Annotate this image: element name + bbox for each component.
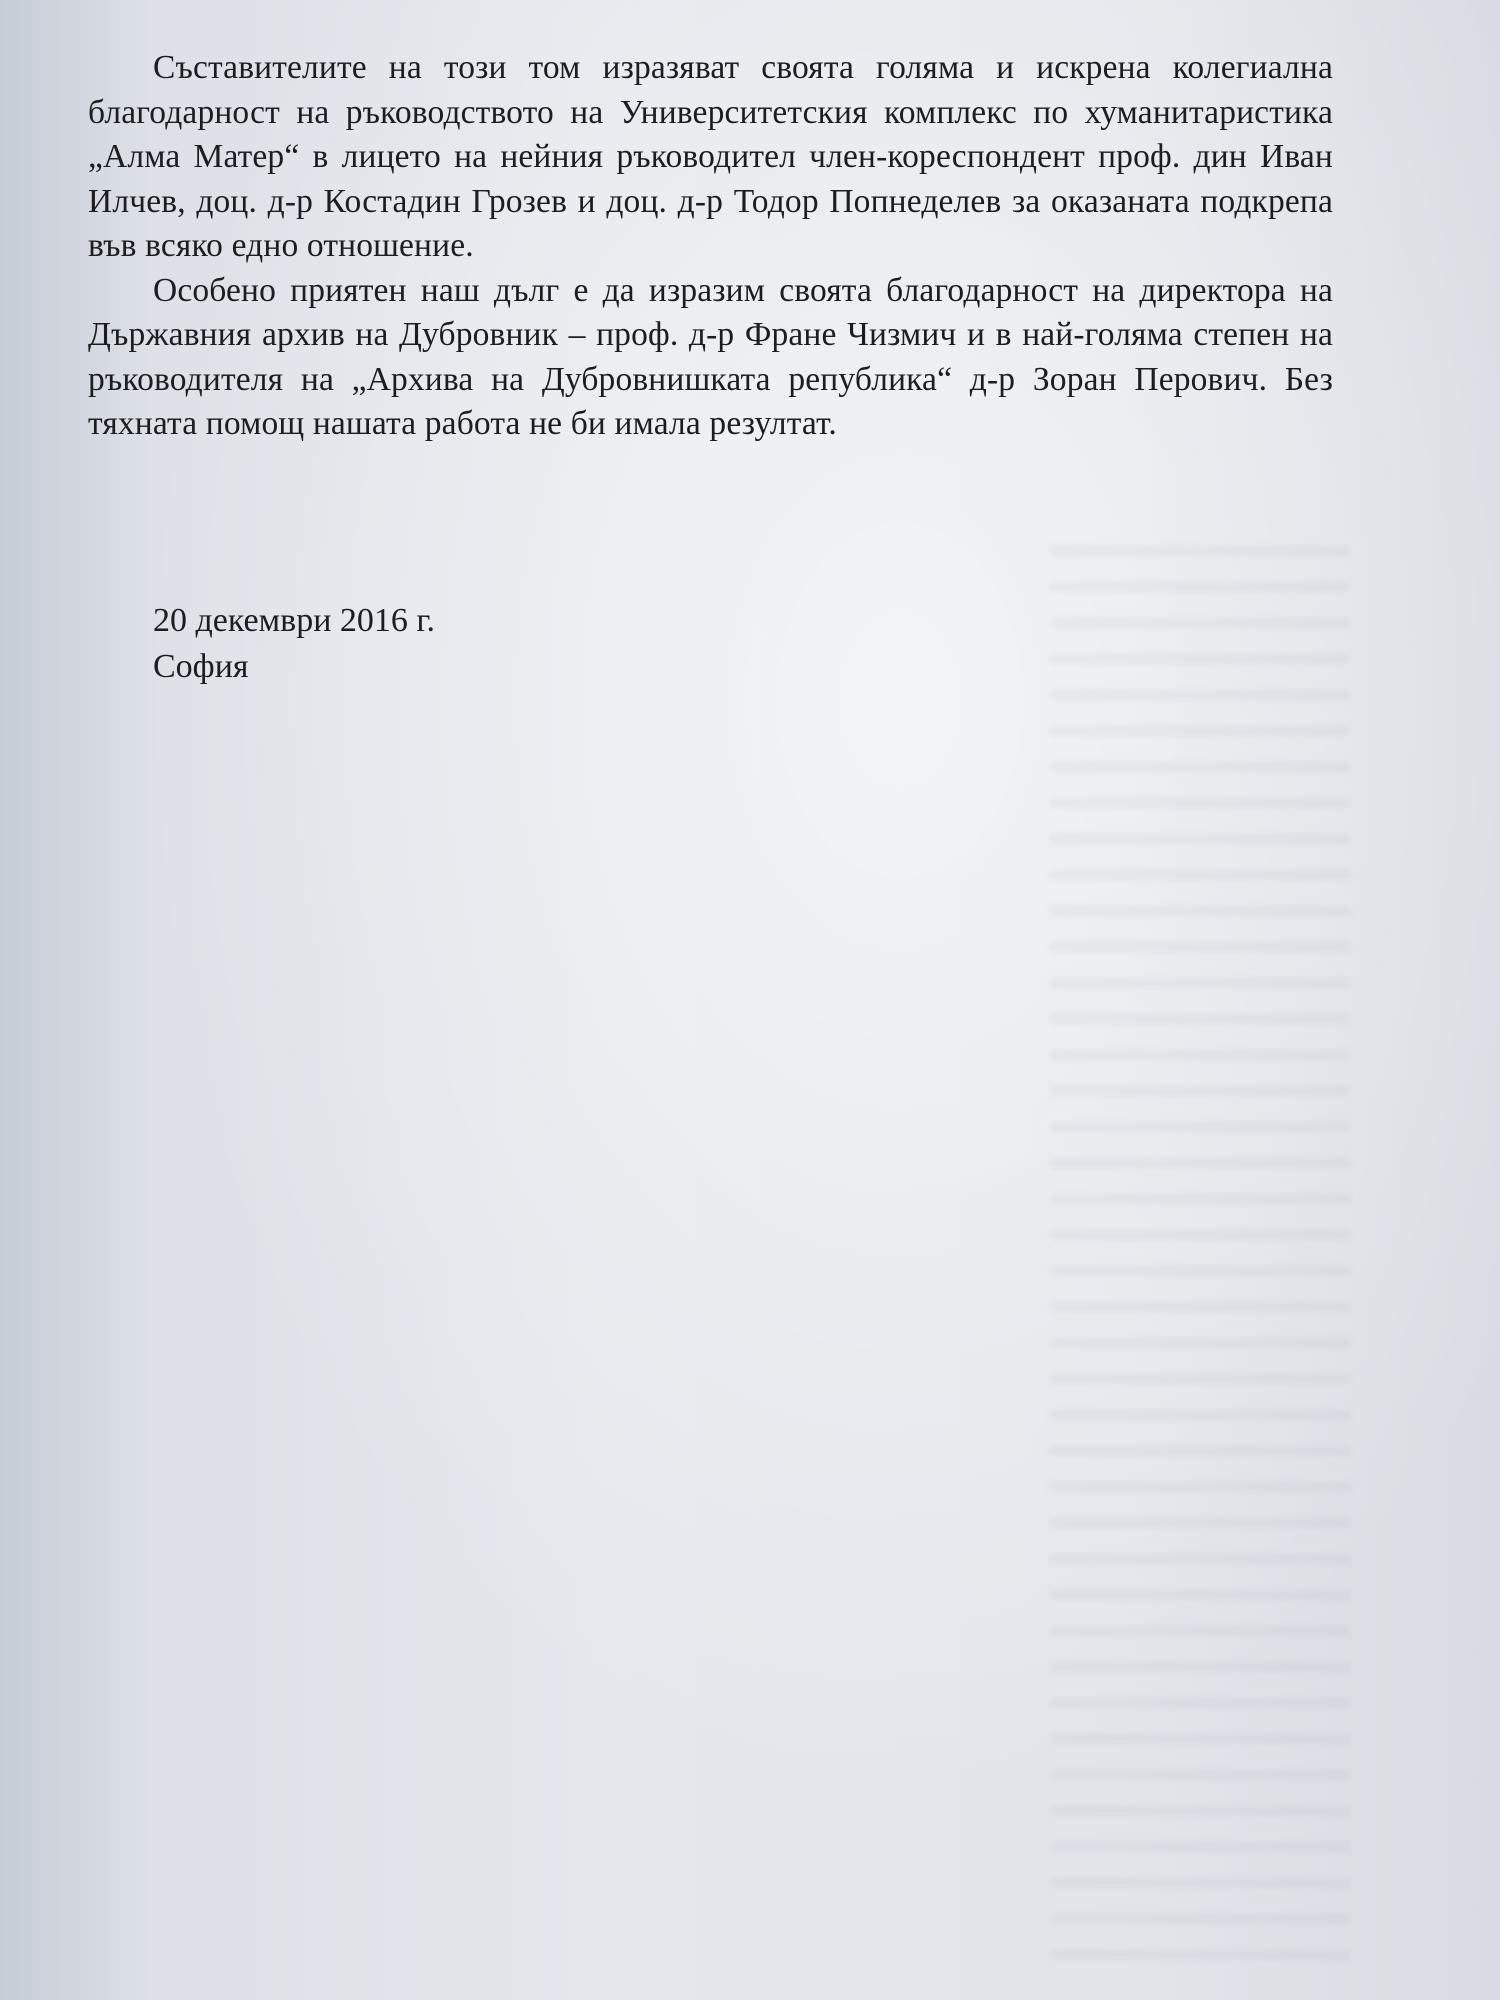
paragraph-acknowledgement-1: Съставителите на този том изразяват своята голяма и искрена колегиална благодарност на ръководството на Университетския комплекс по хуманитаристика „Алма Матер“ в лицето на нейния ръководител член-кореспондент проф. дин Иван Илчев, доц. д-р Костадин Грозев и доц. д-р Тодор Попнеделев за оказаната подкрепа във всяко едно отношение. xyxy=(88,49,1333,264)
signoff xyxy=(153,598,435,690)
paragraph-acknowledgement-2: Особено приятен наш дълг е да изразим своята благодарност на директора на Държавния архив на Дубровник – проф. д-р Фране Чизмич и в най-голяма степен на ръководителя на „Архива на Дубровнишката република“ д-р Зоран Перович. Без тяхната помощ нашата работа не би имала резултат. xyxy=(88,271,1333,442)
date-line: 20 декември 2016 г. xyxy=(153,602,436,639)
show-through-text xyxy=(1050,520,1350,1970)
place-line: София xyxy=(153,648,249,685)
body-text xyxy=(88,46,1333,447)
